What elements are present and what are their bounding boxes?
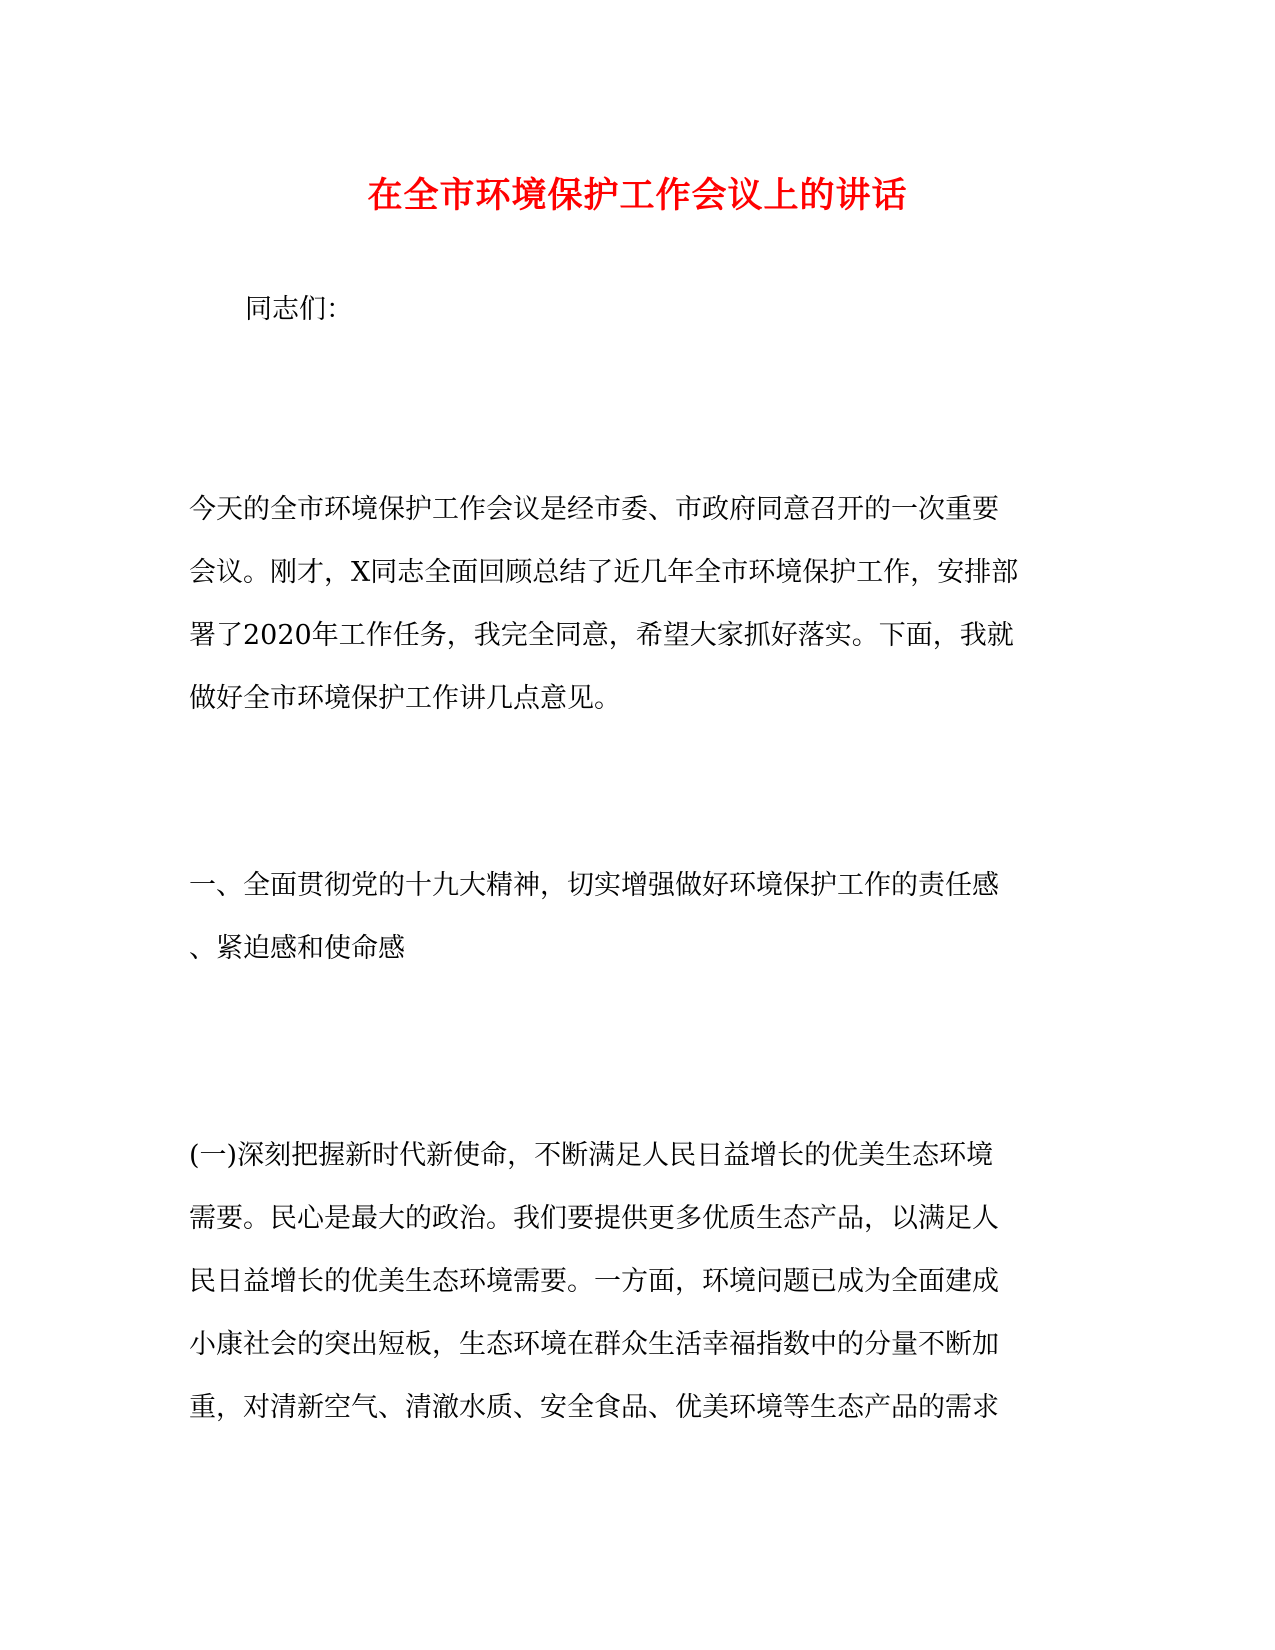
paragraph-line: 今天的全市环境保护工作会议是经市委、市政府同意召开的一次重要 <box>189 494 999 525</box>
paragraph-line: (一)深刻把握新时代新使命，不断满足人民日益增长的优美生态环境 <box>189 1140 994 1171</box>
document-title: 在全市环境保护工作会议上的讲话 <box>367 175 908 216</box>
paragraph-subsection-one <box>189 1124 1079 1439</box>
section-heading-one <box>189 854 1079 980</box>
paragraph-line: 重，对清新空气、清澈水质、安全食品、优美环境等生态产品的需求 <box>189 1392 999 1423</box>
salutation: 同志们： <box>245 294 353 325</box>
paragraph-line: 小康社会的突出短板，生态环境在群众生活幸福指数中的分量不断加 <box>189 1329 999 1360</box>
paragraph-line: 一、全面贯彻党的十九大精神，切实增强做好环境保护工作的责任感 <box>189 870 999 901</box>
paragraph-line: 做好全市环境保护工作讲几点意见。 <box>189 683 621 714</box>
paragraph-line: 需要。民心是最大的政治。我们要提供更多优质生态产品，以满足人 <box>189 1203 999 1234</box>
paragraph-line: 会议。刚才，X同志全面回顾总结了近几年全市环境保护工作，安排部 <box>189 557 1019 588</box>
paragraph-line: 民日益增长的优美生态环境需要。一方面，环境问题已成为全面建成 <box>189 1266 999 1297</box>
paragraph-intro <box>189 478 1079 730</box>
paragraph-line: 署了2020年工作任务，我完全同意，希望大家抓好落实。下面，我就 <box>189 620 1014 651</box>
paragraph-line: 、紧迫感和使命感 <box>189 933 405 964</box>
